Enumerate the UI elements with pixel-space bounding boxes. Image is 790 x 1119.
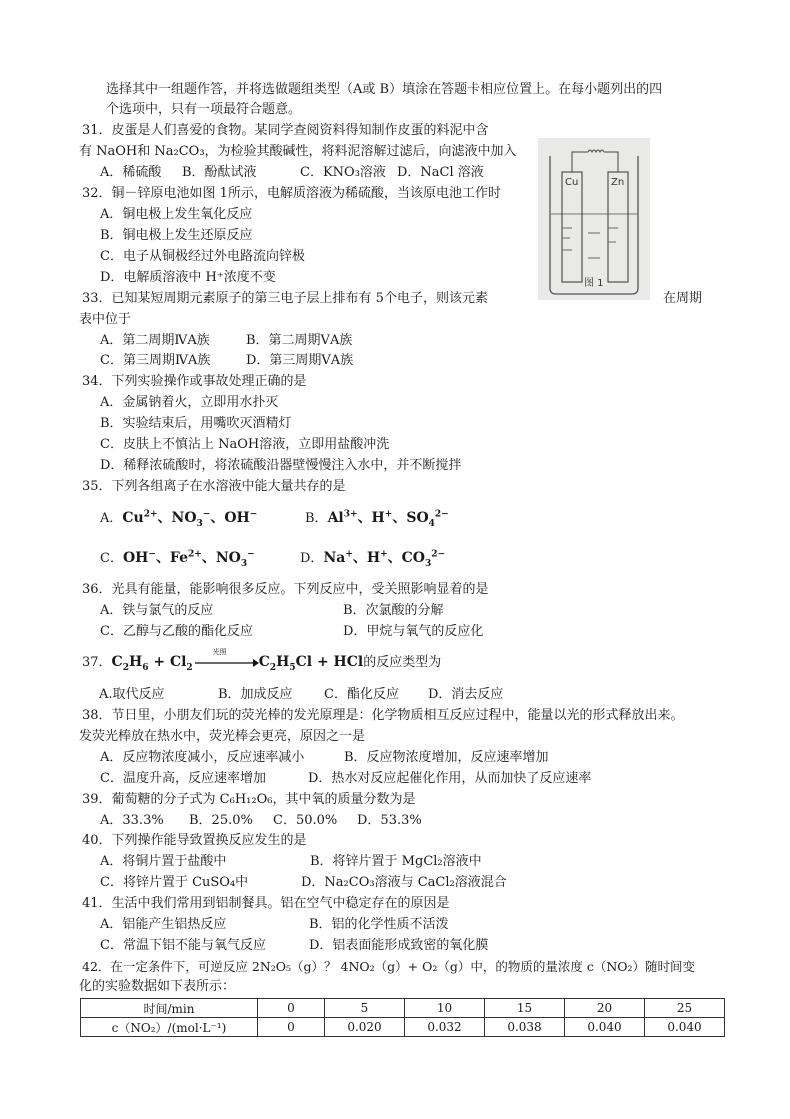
q33-option-c: C．第三周期ⅣA族 [100,353,211,368]
q37-reactants: $C_2H_6 + Cl_2$ [111,654,193,673]
q35-label-c: C． [100,551,123,566]
figure-1-galvanic-cell [538,138,650,300]
q40-option-c: C．将锌片置于 CuSO₄中 [100,875,249,890]
q38-line-2: 发荧光棒放在热水中，荧光棒会更亮，原因之一是 [79,729,366,744]
table-row [81,999,725,1018]
q40-option-d: D．Na₂CO₃溶液与 CaCl₂溶液混合 [301,875,507,890]
q37-products: $C_2H_5Cl$ + HCl [258,654,364,673]
q40-line: 40．下列操作能导致置换反应发生的是 [82,833,307,848]
arrow-icon [193,656,259,670]
q32-line: 32．铜－锌原电池如图 1所示，电解质溶液为稀硫酸，当该原电池工作时 [82,186,501,201]
figure-caption: 图 1 [584,278,604,289]
table-cell: 20 [565,999,645,1018]
q40-option-b: B．将锌片置于 MgCl₂溶液中 [310,854,482,869]
q37-option-d: D．消去反应 [428,687,504,702]
table-cell: 25 [645,999,725,1018]
q33-line-right: 在周期 [663,291,703,306]
zn-label: Zn [611,177,625,188]
table-cell: 0.032 [405,1018,485,1037]
q39-line: 39．葡萄糖的分子式为 C₆H₁₂O₆，其中氧的质量分数为是 [82,792,416,807]
q35-option-d [300,548,445,569]
q38-line-1: 38．节日里，小朋友们玩的荧光棒的发光原理是：化学物质相互反应过程中，能量以光的形式释放出来。 [82,708,684,723]
q35-option-c [100,548,255,569]
q37-option-b: B．加成反应 [218,687,293,702]
q35-label-d: D． [300,551,324,566]
q38-option-a: A．反应物浓度减小，反应速率减小 [100,750,305,765]
q32-option-d: D．电解质溶液中 H⁺浓度不变 [100,270,276,285]
table-cell: 0 [258,1018,325,1037]
q35-option-b [305,508,449,529]
q36-option-c: C．乙醇与乙酸的酯化反应 [100,624,253,639]
table-cell: 5 [325,999,405,1018]
q34-option-a: A．金属钠着火，立即用水扑灭 [100,395,279,410]
q39-option-a: A．33.3% [100,813,164,828]
q38-option-c: C．温度升高，反应速率增加 [100,771,266,786]
q35-ions-b: $Al^{3+}$、H+、$SO_4^{2-}$ [327,509,449,529]
q34-option-d: D．稀释浓硫酸时，将浓硫酸沿器壁慢慢注入水中，并不断搅拌 [100,458,462,473]
zn-electrode [608,172,628,282]
q37-option-a: A.取代反应 [99,687,165,702]
intro-line-2: 个选项中，只有一项最符合题意。 [106,102,302,117]
q42-data-table [80,998,725,1037]
q35-option-a [100,508,257,529]
q36-option-a: A．铁与氯气的反应 [100,603,214,618]
q35-label-a: A． [100,511,123,526]
q42-line-1: 42．在一定条件下，可逆反应 2N₂O₅（g）？ 4NO₂（g）+ O₂（g）中，的物质的量浓度 c（NO₂）随时间变 [82,959,696,974]
q33-line: 33．已知某短周期元素原子的第三电子层上排布有 5个电子，则该元素 [82,291,488,306]
q36-line: 36．光具有能量，能影响很多反应。下列反应中，受关照影响显着的是 [82,582,489,597]
q36-option-d: D．甲烷与氧气的反应化 [343,624,484,639]
q34-option-b: B．实验结束后，用嘴吹灭酒精灯 [100,416,292,431]
q39-option-b: B．25.0% [189,813,253,828]
q42-line-2: 化的实验数据如下表所示： [79,979,236,994]
q41-option-c: C．常温下铝不能与氧气反应 [100,938,266,953]
q37-tail: 的反应类型为 [363,655,442,670]
q32-option-c: C．电子从铜极经过外电路流向锌极 [100,249,305,264]
q35-line: 35．下列各组离子在水溶液中能大量共存的是 [82,479,346,494]
q31-option-a: A．稀硫酸 [100,165,162,180]
q36-option-b: B．次氯酸的分解 [343,603,444,618]
intro-line-1: 选择其中一组题作答，并将选做题组类型（A或 B）填涂在答题卡相应位置上。在每小题列出的四 [106,82,663,97]
q31-option-d: D．NaCl 溶液 [397,165,484,180]
q35-ions-a: $Cu^{2+}$、$NO_3^-$、OH− [122,509,258,529]
q37-number: 37． [82,655,112,670]
q31-line-2: 有 NaOH和 Na₂CO₃，为检验其酸碱性，将料泥溶解过滤后，向滤液中加入 [79,144,517,159]
table-cell: 15 [485,999,565,1018]
q31-option-b: B．酚酞试液 [182,165,257,180]
q40-option-a: A．将铜片置于盐酸中 [100,854,227,869]
table-cell: c（NO₂）/(mol·L⁻¹) [81,1018,258,1037]
cu-label: Cu [565,177,579,188]
q38-option-d: D．热水对反应起催化作用，从而加快了反应速率 [308,771,592,786]
q39-option-c: C．50.0% [273,813,338,828]
q37-reaction-arrow [193,647,259,670]
q37-line [82,647,442,673]
q41-option-a: A．铝能产生铝热反应 [100,917,227,932]
q39-option-d: D．53.3% [357,813,422,828]
q41-line: 41．生活中我们常用到铝制餐具。铝在空气中稳定存在的原因是 [82,896,450,911]
q35-ions-c: OH−、$Fe^{2+}$、$NO_3^-$ [122,549,255,569]
q33-line-2: 表中位于 [79,312,132,327]
resistor-icon [588,150,604,152]
table-cell: 0.020 [325,1018,405,1037]
q38-option-b: B．反应物浓度增加，反应速率增加 [344,750,549,765]
galvanic-cell-diagram [538,138,650,300]
q35-label-b: B． [305,511,328,526]
q34-option-c: C．皮肤上不慎沾上 NaOH溶液，立即用盐酸冲洗 [100,437,390,452]
q33-option-b: B．第二周期ⅤA族 [246,333,353,348]
q41-option-d: D．铝表面能形成致密的氧化膜 [309,938,489,953]
table-cell: 10 [405,999,485,1018]
q31-line-1: 31．皮蛋是人们喜爱的食物。某同学查阅资料得知制作皮蛋的料泥中含 [82,123,489,138]
table-cell: 0.040 [645,1018,725,1037]
cu-electrode [562,172,582,282]
q34-line: 34．下列实验操作或事故处理正确的是 [82,374,307,389]
q41-option-b: B．铝的化学性质不活泼 [309,917,449,932]
q33-option-d: D．第三周期ⅤA族 [246,353,354,368]
table-row [81,1018,725,1037]
q32-option-a: A．铜电极上发生氧化反应 [100,207,253,222]
q31-option-c: C．KNO₃溶液 [300,165,386,180]
q37-option-c: C．酯化反应 [324,687,399,702]
q37-condition: 光照 [212,647,227,656]
q33-option-a: A．第二周期ⅣA族 [100,333,210,348]
table-cell: 0.038 [485,1018,565,1037]
q32-option-b: B．铜电极上发生还原反应 [100,228,253,243]
q35-ions-d: Na+、H+、$CO_3^{2-}$ [323,549,446,569]
table-cell: 0 [258,999,325,1018]
table-cell: 0.040 [565,1018,645,1037]
table-cell: 时间/min [81,999,258,1018]
